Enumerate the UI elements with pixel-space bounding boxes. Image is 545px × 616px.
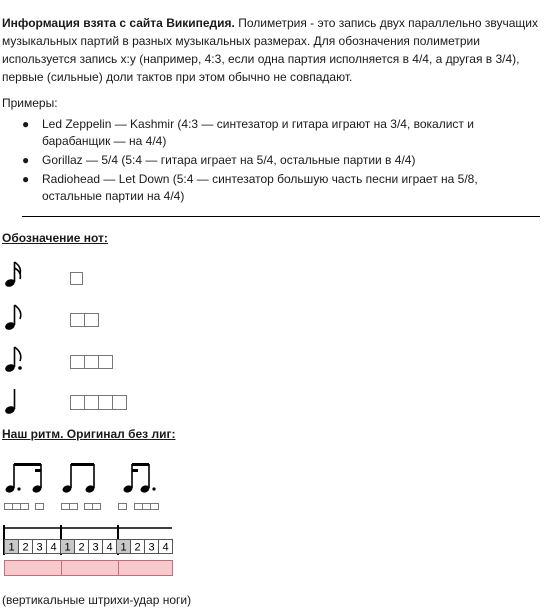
intro-paragraph (2, 14, 542, 86)
notation-title: Обозначение нот: (2, 231, 108, 245)
eighth-note-icon (4, 305, 21, 331)
bullet-icon: ● (22, 117, 30, 131)
beat-number: 4 (162, 541, 169, 554)
duration-boxes (5, 504, 159, 510)
legend-row-eighth (0, 301, 200, 337)
source-note: Информация взята с сайта Википедия. (2, 16, 235, 30)
legend-graphic (0, 301, 140, 337)
beat-number: 2 (134, 541, 141, 554)
dotted-eighth-note-icon (4, 347, 22, 373)
bullet-icon: ● (22, 172, 30, 186)
legend-graphic (0, 343, 140, 379)
sixteenth-note-icon (4, 262, 20, 288)
beat-number: 3 (148, 541, 155, 554)
beat-number: 1 (8, 541, 15, 554)
list-item (22, 171, 540, 205)
duration-box (71, 314, 85, 327)
rhythm-title: Наш ритм. Оригинал без лиг: (2, 427, 176, 441)
beat-number-row (5, 540, 173, 554)
beat-number: 2 (22, 541, 29, 554)
examples-list (22, 116, 540, 207)
beat-number: 1 (64, 541, 71, 554)
legend-graphic (0, 258, 140, 294)
legend-row-quarter (0, 385, 200, 421)
example-text: Radiohead — Let Down (5:4 — синтезатор большую часть песни играет на 5/8, остальные партии на 4/4) (42, 172, 478, 203)
example-text: Led Zeppelin — Kashmir (4:3 — синтезатор и гитара играют на 3/4, вокалист и барабанщик — на 4/4) (42, 117, 474, 148)
beamed-notes-icon (62, 463, 96, 494)
legend-row-sixteenth (0, 258, 200, 294)
duration-box (113, 396, 127, 410)
duration-box (85, 356, 99, 369)
divider (22, 216, 540, 217)
beat-number: 3 (36, 541, 43, 554)
beamed-notes-icon (5, 463, 43, 494)
example-text: Gorillaz — 5/4 (5:4 — гитара играет на 5/4, остальные партии в 4/4) (42, 153, 416, 167)
list-item (22, 116, 540, 150)
rhythm-graphic (0, 455, 200, 585)
duration-box (71, 396, 85, 410)
legend-row-dotted-eighth (0, 343, 200, 379)
beat-number: 2 (78, 541, 85, 554)
beat-number: 4 (106, 541, 113, 554)
duration-box (71, 356, 85, 369)
duration-box (99, 396, 113, 410)
intro-text: Полиметрия - это запись двух параллельно звучащих музыкальных партий в разных музыкальных размерах. Для обозначения полиметрии используется запись x:y (например, 4:3, если одна партия исполняется в 4/4, а другая в 3/4), первые (сильные) доли тактов при этом обычно не совпадают. (2, 16, 538, 84)
footnote: (вертикальные штрихи-удар ноги) (2, 593, 192, 607)
beat-number: 3 (92, 541, 99, 554)
pink-duration-row (5, 561, 173, 576)
list-item (22, 152, 540, 169)
quarter-note-icon (4, 389, 16, 415)
rhythm-diagram (0, 455, 200, 590)
duration-box (71, 273, 83, 285)
legend-graphic (0, 385, 140, 421)
beat-number: 4 (50, 541, 57, 554)
bullet-icon: ● (22, 153, 30, 167)
examples-label: Примеры: (2, 96, 58, 110)
beamed-notes-icon (123, 463, 156, 494)
duration-box (85, 314, 99, 327)
duration-box (99, 356, 113, 369)
beat-number: 1 (120, 541, 127, 554)
duration-box (85, 396, 99, 410)
